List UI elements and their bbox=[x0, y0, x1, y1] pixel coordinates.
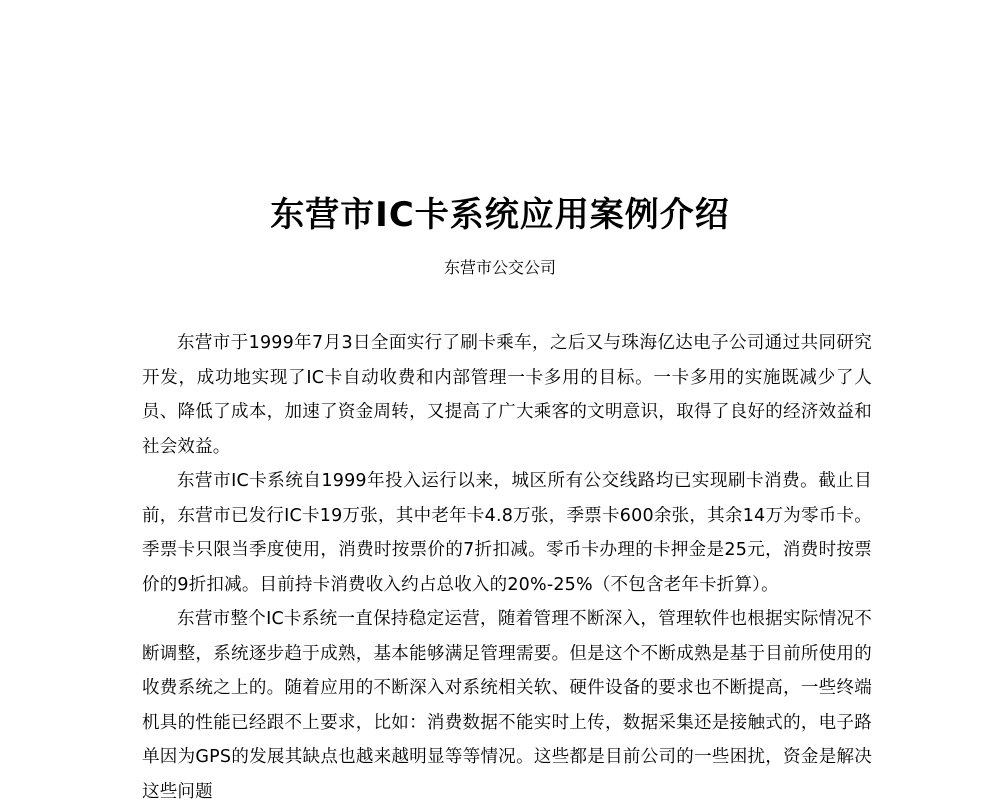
paragraph-3: 东营市整个IC卡系统一直保持稳定运营，随着管理不断深入，管理软件也根据实际情况不断调整，系统逐步趋于成熟，基本能够满足管理需要。但是这个不断成熟是基于目前所使用的收费系统之上的。随着应用的不断深入对系统相关软、硬件设备的要求也不断提高，一些终端机具的性能已经跟不上要求，比如：消费数据不能实时上传，数据采集还是接触式的，电子路单因为GPS的发展其缺点也越来越明显等等情况。这些都是目前公司的一些困扰，资金是解决这些问题 bbox=[142, 609, 872, 802]
document-author: 东营市公交公司 bbox=[443, 258, 556, 277]
document-title: 东营市IC卡系统应用案例介绍 bbox=[270, 195, 730, 235]
paragraph-1: 东营市于1999年7月3日全面实行了刷卡乘车，之后又与珠海亿达电子公司通过共同研究开发，成功地实现了IC卡自动收费和内部管理一卡多用的目标。一卡多用的实施既减少了人员、降低了成本，加速了资金周转，又提高了广大乘客的文明意识，取得了良好的经济效益和社会效益。 bbox=[142, 333, 872, 457]
document-body bbox=[142, 326, 872, 809]
paragraph-2: 东营市IC卡系统自1999年投入运行以来，城区所有公交线路均已实现刷卡消费。截止目前，东营市已发行IC卡19万张，其中老年卡4.8万张，季票卡600余张，其余14万为零币卡。季票卡只限当季度使用，消费时按票价的7折扣减。零币卡办理的卡押金是25元，消费时按票价的9折扣减。目前持卡消费收入约占总收入的20%-25%（不包含老年卡折算）。 bbox=[142, 471, 872, 595]
